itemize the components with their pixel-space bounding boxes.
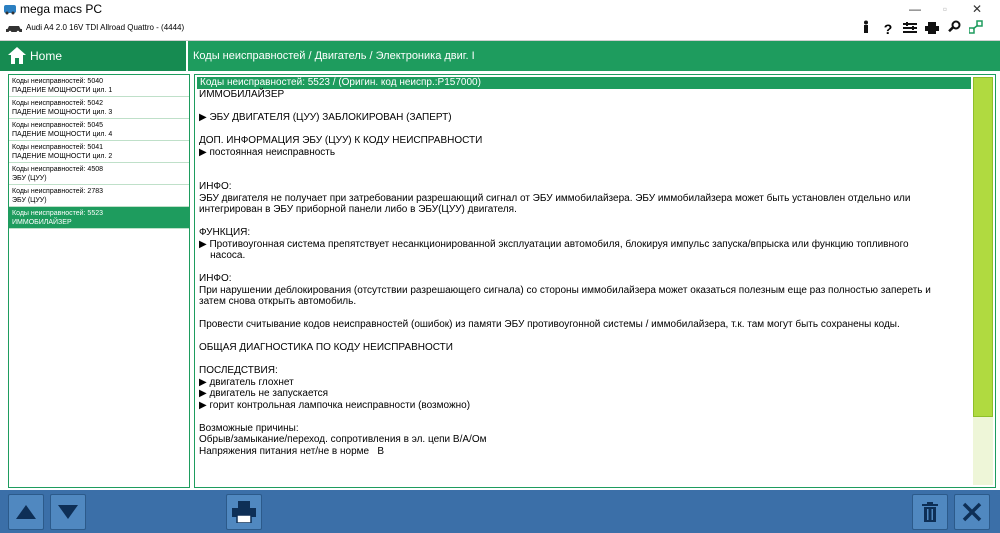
detail-line: ▶ ЭБУ ДВИГАТЕЛЯ (ЦУУ) ЗАБЛОКИРОВАН (ЗАПЕРТ) [199,112,452,123]
detail-line: ПОСЛЕДСТВИЯ: [199,365,278,376]
detail-line [199,158,969,170]
code-desc: ПАДЕНИЕ МОЩНОСТИ цил. 1 [12,87,113,94]
code-line: Коды неисправностей: 5042 [12,100,103,107]
detail-line: Провести считывание кодов неисправностей (ошибок) из памяти ЭБУ противоугонной системы / иммобилайзера, т.к. там могут быть сохранены коды. [199,319,900,330]
help-icon[interactable]: ? [883,21,893,37]
code-desc: ЭБУ (ЦУУ) [12,175,47,182]
trash-icon [922,502,938,522]
detail-line [199,354,969,366]
detail-line: ИНФО: [199,181,232,192]
scrollbar-thumb[interactable] [973,77,993,417]
detail-line [199,331,969,343]
code-desc: ИММОБИЛАЙЗЕР [12,219,72,226]
minimize-button[interactable]: — [909,2,921,16]
detail-line [199,170,969,182]
delete-button[interactable] [912,494,948,530]
list-item-selected[interactable] [9,207,189,229]
detail-line: насоса. [199,250,246,261]
fault-detail-panel [194,74,996,488]
detail-line: ▶ Противоугонная система препятствует несанкционированной эксплуатации автомобиля, блокируя импульс запуска/впрыска или функцию топливного [199,238,909,250]
arrow-down-icon [58,505,78,519]
connection-icon[interactable] [966,20,986,38]
list-item[interactable] [9,185,189,207]
code-line: Коды неисправностей: 5045 [12,122,103,129]
detail-line: ФУНКЦИЯ: [199,227,251,238]
detail-header: Коды неисправностей: 5523 / (Оригин. код неиспр.:P157000) [197,77,971,89]
fault-code-list [8,74,190,488]
detail-line: ИНФО: [199,273,232,284]
list-item[interactable] [9,75,189,97]
vehicle-bar [0,18,1000,41]
home-icon [8,47,26,64]
code-desc: ПАДЕНИЕ МОЩНОСТИ цил. 4 [12,131,113,138]
code-line: Коды неисправностей: 5523 [12,210,103,217]
code-line: Коды неисправностей: 2783 [12,188,103,195]
detail-line: ▶ двигатель глохнет [199,376,294,388]
window-close-button[interactable]: ✕ [971,2,983,16]
print-button[interactable] [226,494,262,530]
detail-line: ▶ постоянная неисправность [199,146,336,158]
detail-line: При нарушении деблокирования (отсутствии разрешающего сигнала) со стороны иммобилайзера может оказаться полезным еще раз полностью запереть и [199,284,931,296]
scroll-down-button[interactable] [50,494,86,530]
detail-line: ЭБУ двигателя не получает при затребовании разрешающий сигнал от ЭБУ иммобилайзера. ЭБУ иммобилайзера может быть установлен отдельно или [199,192,911,204]
car-icon [6,23,22,33]
code-desc: ЭБУ (ЦУУ) [12,197,47,204]
header-bar [0,41,1000,71]
detail-line [199,262,969,274]
detail-line: ИММОБИЛАЙЗЕР [199,89,285,100]
scrollbar[interactable] [973,77,993,485]
detail-line: ОБЩАЯ ДИАГНОСТИКА ПО КОДУ НЕИСПРАВНОСТИ [199,342,453,353]
detail-line: Напряжения питания нет/не в норме В [199,445,385,457]
detail-line [199,411,969,423]
detail-line: интегрирован в ЭБУ приборной панели либо в ЭБУ(ЦУУ) двигателя. [199,204,517,215]
close-button[interactable] [954,494,990,530]
list-item[interactable] [9,163,189,185]
detail-line [199,124,969,136]
home-label: Home [30,49,63,63]
window-titlebar [0,0,1000,18]
list-item[interactable] [9,141,189,163]
code-line: Коды неисправностей: 4508 [12,166,103,173]
printer-icon [232,501,256,523]
detail-line: ▶ горит контрольная лампочка неисправности (возможно) [199,399,471,411]
detail-line [199,216,969,228]
arrow-up-icon [16,505,36,519]
detail-line: затем снова открыть автомобиль. [199,296,357,307]
maximize-button[interactable]: ▫ [942,2,948,16]
person-icon[interactable] [856,20,876,38]
window-title: mega macs PC [20,2,103,16]
code-desc: ПАДЕНИЕ МОЩНОСТИ цил. 3 [12,109,113,116]
code-line: Коды неисправностей: 5040 [12,78,103,85]
close-icon [962,502,982,522]
detail-line [199,308,969,320]
detail-body [199,89,969,457]
home-button[interactable] [0,41,188,71]
code-line: Коды неисправностей: 5041 [12,144,103,151]
detail-line: Возможные причины: [199,422,299,434]
detail-line: Обрыв/замыкание/переход. сопротивления в эл. цепи В/А/Ом [199,434,487,445]
app-logo-icon [4,3,16,15]
printer-icon[interactable] [922,20,942,38]
breadcrumb: Коды неисправностей / Двигатель / Электроника двиг. I [193,50,475,62]
bottom-toolbar [0,490,1000,533]
vehicle-label: Audi A4 2.0 16V TDI Allroad Quattro - (4444) [26,23,185,32]
wrench-icon[interactable] [944,20,964,38]
list-item[interactable] [9,97,189,119]
list-item[interactable] [9,119,189,141]
detail-line: ДОП. ИНФОРМАЦИЯ ЭБУ (ЦУУ) К КОДУ НЕИСПРАВНОСТИ [199,135,483,146]
detail-line [199,101,969,113]
detail-line: ▶ двигатель не запускается [199,388,329,399]
scroll-up-button[interactable] [8,494,44,530]
settings-list-icon[interactable] [900,20,920,38]
code-desc: ПАДЕНИЕ МОЩНОСТИ цил. 2 [12,153,113,160]
